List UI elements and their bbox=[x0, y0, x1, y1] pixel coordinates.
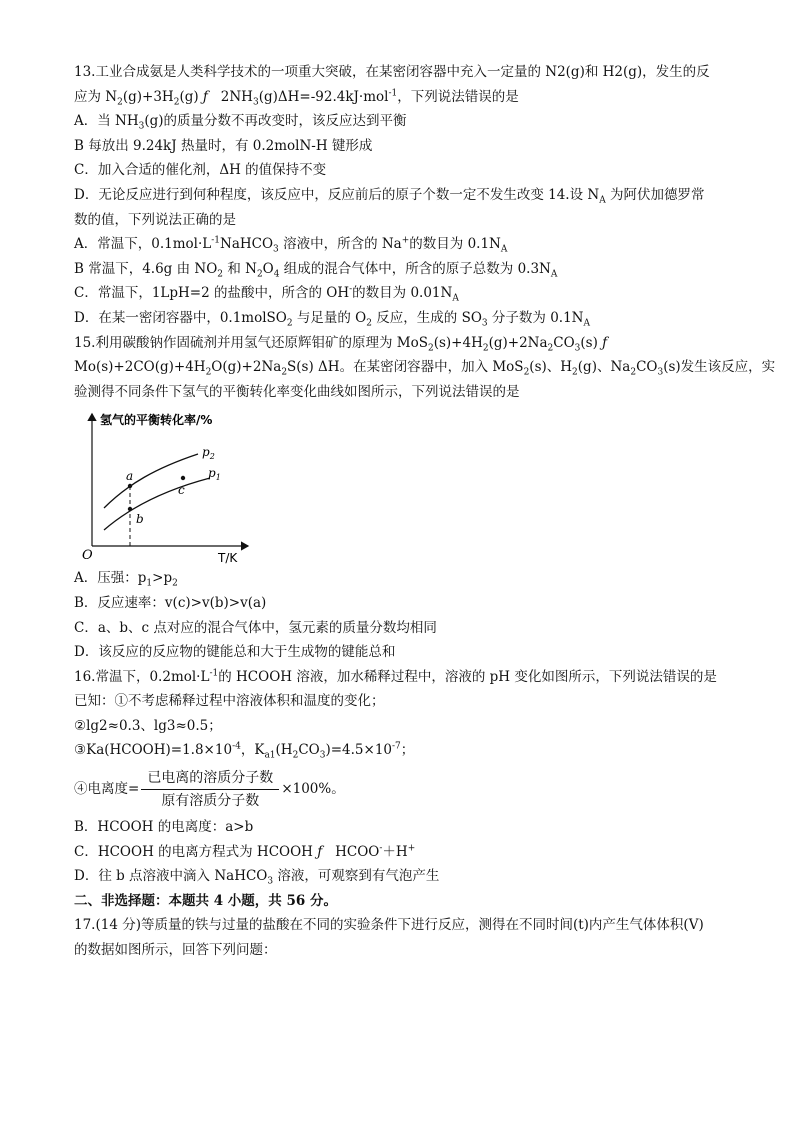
y-axis-label: 氢气的平衡转化率/% bbox=[100, 413, 213, 428]
option-line-q16D: D．往 b 点溶液中滴入 NaHCO$_3$ 溶液，可观察到有气泡产生 bbox=[74, 868, 440, 887]
text-line-q14b: 数的值，下列说法正确的是 bbox=[74, 211, 236, 228]
questions-16-17 bbox=[74, 815, 734, 963]
text-line-q16k: 已知：①不考虑稀释过程中溶液体积和温度的变化； bbox=[74, 693, 385, 710]
question-line-q16: 16.常温下，$0.2mol\cdot L^{-1}$的 HCOOH 溶液，加水稀释过程中，溶液的 pH 变化如图所示，下列说法错误的是 bbox=[74, 668, 717, 685]
point-a bbox=[128, 484, 132, 488]
option-line-q15A: A．压强：$p_1>p_2$ bbox=[74, 570, 178, 589]
origin-label: O bbox=[82, 548, 93, 564]
text-line-q13b: 应为 $N_2(g)+3H_2(g)$ ƒ $2NH_3(g)\Delta H=-92.4kJ\cdot mol^{-1}$，下列说法错误的是 bbox=[74, 88, 519, 108]
option-line-q13B: B 每放出 9.24kJ 热量时，有 0.2molN-H 键形成 bbox=[74, 137, 373, 154]
label-p2: $p_2$ bbox=[202, 445, 215, 462]
option-line-q15D: D．该反应的反应物的键能总和大于生成物的键能总和 bbox=[74, 644, 396, 661]
fraction-prefix: ④电离度= bbox=[74, 780, 140, 797]
h2-conversion-chart bbox=[78, 412, 258, 564]
text-line-q16k2: ②lg2≈0.3、lg3≈0.5； bbox=[74, 717, 222, 734]
option-line-q14C: C．常温下，1LpH=2 的盐酸中，所含的 OH-的数目为 $0.01N_A$ bbox=[74, 284, 459, 305]
question-line-q17: 17.(14 分)等质量的铁与过量的盐酸在不同的实验条件下进行反应，测得在不同时间(t)内产生气体体积(V) bbox=[74, 917, 704, 934]
ionization-degree-formula bbox=[74, 763, 734, 815]
option-line-q13A: A．当 $NH_3(g)$的质量分数不再改变时，该反应达到平衡 bbox=[74, 113, 407, 132]
curve-p1 bbox=[104, 478, 210, 530]
exam-page bbox=[74, 60, 776, 963]
option-line-q15C: C．a、b、c 点对应的混合气体中，氢元素的质量分数均相同 bbox=[74, 619, 437, 636]
option-line-q13C: C．加入合适的催化剂，ΔH 的值保持不变 bbox=[74, 162, 327, 179]
question-line-q15: 15.利用碳酸钠作固硫剂并用氢气还原辉钼矿的原理为 $MoS_2(s)+4H_2(g)+2Na_2CO_3(s)$ ƒ bbox=[74, 334, 608, 354]
text-line-q15c: 验测得不同条件下氢气的平衡转化率变化曲线如图所示，下列说法错误的是 bbox=[74, 383, 520, 400]
option-line-q14A: A．常温下，$0.1mol\cdot L^{-1}NaHCO_3$ 溶液中，所含的 Na+的数目为 $0.1N_A$ bbox=[74, 235, 508, 255]
label-p1: $p_1$ bbox=[208, 466, 221, 483]
heading-line-sec2: 二、非选择题：本题共 4 小题，共 56 分。 bbox=[74, 892, 337, 909]
label-a: a bbox=[126, 469, 134, 484]
option-line-q16C: C．HCOOH 的电离方程式为 HCOOH ƒ HCOO-＋H+ bbox=[74, 843, 416, 860]
point-c bbox=[181, 476, 185, 480]
fraction-suffix: ×100%。 bbox=[281, 780, 345, 797]
questions-15-16 bbox=[74, 566, 734, 763]
fraction-denominator: 原有溶质分子数 bbox=[161, 792, 260, 809]
option-line-q14D: D．在某一密闭容器中，0.1molSO$_2$ 与足量的 $O_2$ 反应，生成的 $SO_3$ 分子数为 $0.1N_A$ bbox=[74, 309, 590, 329]
text-line-q15b: $Mo(s)+2CO(g)+4H_2O(g)+2Na_2S(s)$ ΔH。在某密闭容器中，加入 MoS$_2$(s)、$H_2(g)$、$Na_2CO_3(s)$发生该反应，实 bbox=[74, 359, 776, 378]
label-b: b bbox=[136, 512, 144, 527]
point-b bbox=[128, 507, 132, 511]
text-line-q17b: 的数据如图所示，回答下列问题： bbox=[74, 942, 277, 959]
option-line-q14B: B 常温下，4.6g 由 $NO_2$ 和 $N_2O_4$ 组成的混合气体中，所含的原子总数为 $0.3N_A$ bbox=[74, 260, 558, 280]
text-line-q16k3: $③Ka(HCOOH)=1.8\times 10^{-4}$，$K_{a1}(H_2CO_3)=4.5\times 10^{-7}$； bbox=[74, 741, 415, 762]
label-c: c bbox=[178, 483, 185, 498]
fraction-numerator: 已电离的溶质分子数 bbox=[141, 767, 279, 790]
option-line-q16B: B．HCOOH 的电离度：a>b bbox=[74, 819, 254, 836]
x-axis-label: T/K bbox=[218, 551, 238, 566]
questions-13-15 bbox=[74, 60, 776, 404]
option-line-q15B: B．反应速率：v(c)>v(b)>v(a) bbox=[74, 594, 267, 611]
option-line-q13D: D．无论反应进行到何种程度，该反应中，反应前后的原子个数一定不发生改变 14.设 $N_A$ 为阿伏加德罗常 bbox=[74, 186, 705, 206]
fraction bbox=[141, 767, 279, 812]
question-line-q13: 13.工业合成氨是人类科学技术的一项重大突破，在某密闭容器中充入一定量的 N2(g)和 H2(g)，发生的反 bbox=[74, 64, 710, 80]
